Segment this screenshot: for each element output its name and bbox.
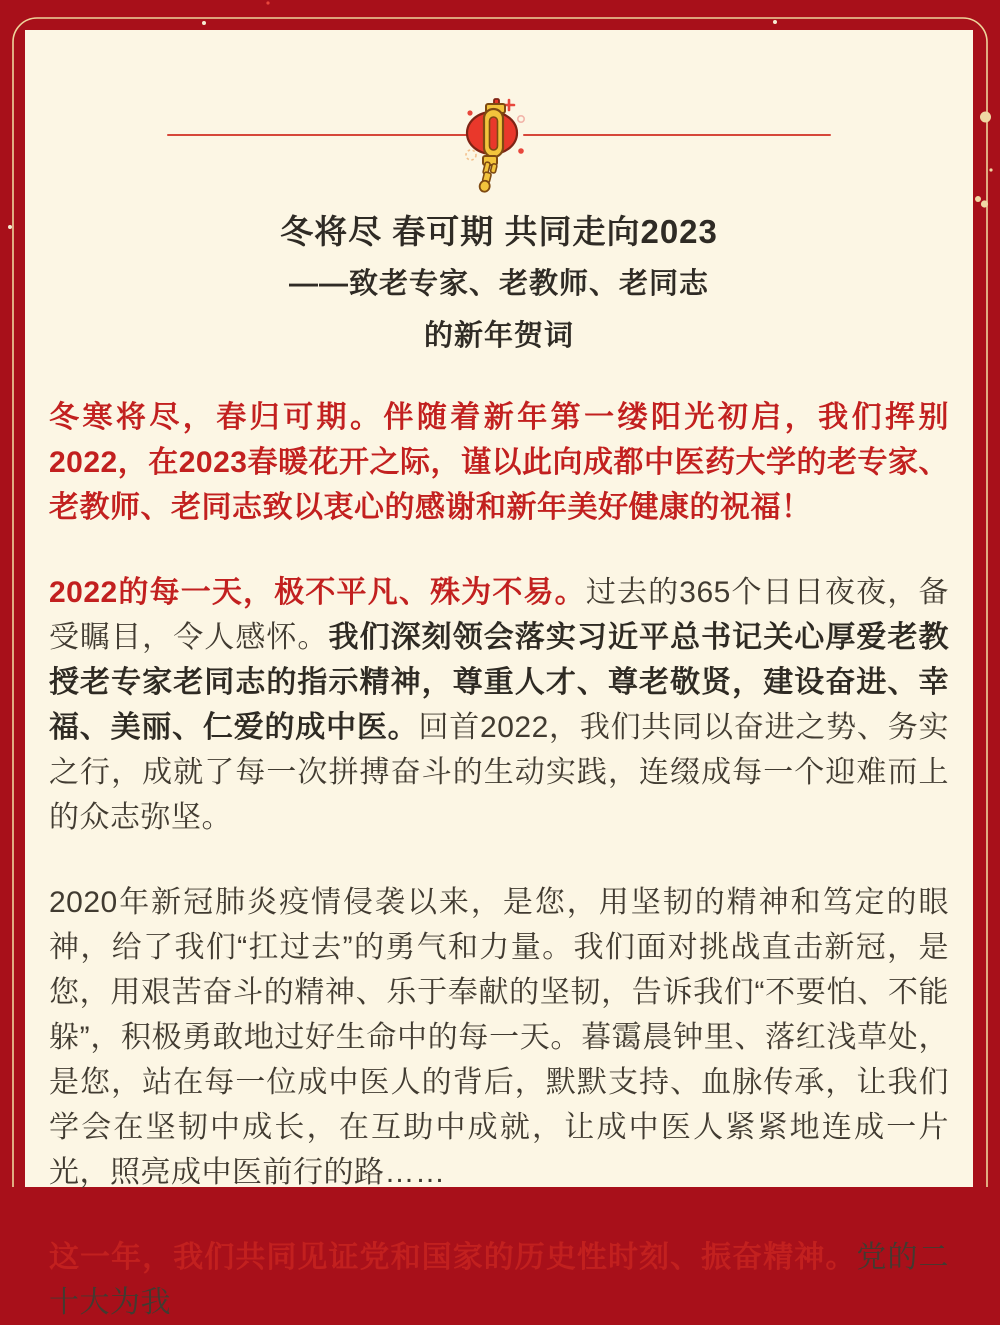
paragraph-greeting <box>49 395 949 530</box>
paragraph-segment: 这一年，我们共同见证党和国家的历史性时刻、振奋精神。 <box>49 1241 857 1274</box>
sparkle-ring-icon <box>518 116 524 122</box>
paragraph-segment: 2022的每一天，极不平凡、殊为不易。 <box>49 576 586 609</box>
paragraph-review-2022 <box>49 570 949 840</box>
gold-dot <box>975 196 981 202</box>
divider-line-right <box>523 134 831 136</box>
article-subtitle-line2: 的新年贺词 <box>423 320 574 352</box>
sparkle-dot-icon <box>518 148 524 154</box>
article-subtitle-line1: ——致老专家、老教师、老同志 <box>288 268 709 300</box>
cream-speck <box>202 21 206 25</box>
sparkle-dot-icon <box>467 110 472 115</box>
paragraph-segment: 党的二十大为我 <box>49 1241 950 1319</box>
paragraph-segment: 我们深刻领会落实习近平总书记关心厚爱老教授老专家老同志的指示精神，尊重人才、尊老敬贤，建设奋进、幸福、美丽、仁爱的成中医。 <box>49 621 950 744</box>
paragraph-segment: 过去的365个日日夜夜，备受瞩目，令人感怀。 <box>49 576 949 654</box>
cream-speck <box>8 225 12 229</box>
red-lantern-icon <box>437 93 561 195</box>
paragraph-party-congress <box>49 1235 949 1325</box>
gold-dot <box>989 168 992 171</box>
paragraph-segment: 2020年新冠肺炎疫情侵袭以来，是您，用坚韧的精神和笃定的眼神，给了我们“扛过去”的勇气和力量。我们面对挑战直击新冠，是您，用艰苦奋斗的精神、乐于奉献的坚韧，告诉我们“不要怕、不能躲”，积极勇敢地过好生命中的每一天。暮霭晨钟里、落红浅草处，是您，站在每一位成中医人的背后，默默支持、血脉传承，让我们学会在坚韧中成长，在互助中成就，让成中医人紧紧地连成一片光，照亮成中医前行的路…… <box>49 886 949 1189</box>
paragraph-pandemic <box>49 880 949 1195</box>
paragraph-segment: 回首2022，我们共同以奋进之势、务实之行，成就了每一次拼搏奋斗的生动实践，连缀成每一个迎难而上的众志弥坚。 <box>49 711 949 834</box>
cream-speck <box>773 20 777 24</box>
article-title-block <box>49 206 949 362</box>
red-speck <box>266 1 269 4</box>
paragraph-segment: 冬寒将尽，春归可期。伴随着新年第一缕阳光初启，我们挥别2022，在2023春暖花开之际，谨以此向成都中医药大学的老专家、老教师、老同志致以衷心的感谢和新年美好健康的祝福！ <box>49 401 949 524</box>
header-divider <box>49 134 949 135</box>
gold-dot <box>981 200 988 207</box>
sparkle-dashed-circle-icon <box>466 150 476 160</box>
article-title: 冬将尽 春可期 共同走向2023 <box>280 213 718 250</box>
article-panel <box>25 30 973 1319</box>
article-body <box>49 395 949 1325</box>
divider-line-left <box>167 134 475 136</box>
gold-dot <box>980 112 991 123</box>
